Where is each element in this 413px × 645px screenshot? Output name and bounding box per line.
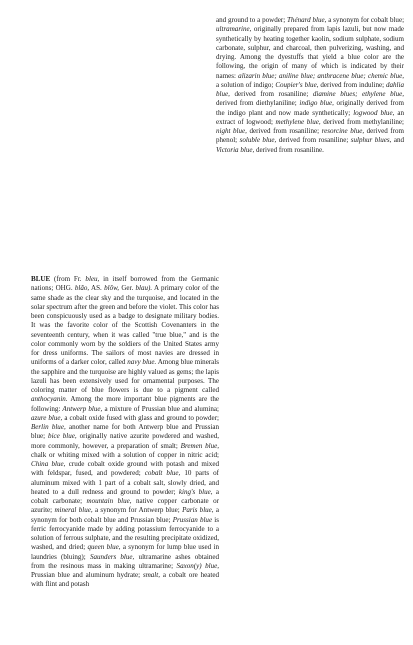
- italic-term: navy blue.: [127, 358, 157, 367]
- text-run: derived from induline;: [320, 80, 385, 89]
- italic-term: Saxon(y) blue,: [176, 561, 219, 570]
- text-run: Ger.: [121, 284, 134, 293]
- italic-term: bleu,: [85, 275, 100, 283]
- italic-term: Coupier's blue,: [275, 80, 319, 89]
- italic-term: mountain blue,: [86, 497, 132, 505]
- text-run: derived from rosaniline;: [278, 136, 349, 145]
- italic-term: indigo blue,: [299, 99, 334, 108]
- text-run: (from Fr.: [54, 275, 82, 283]
- italic-term: China blue,: [31, 460, 66, 468]
- italic-term: Berlin blue,: [31, 423, 66, 431]
- italic-term: alizarin blue; aniline blue; anthracene blue; chemic blue,: [238, 71, 404, 80]
- italic-term: mineral blue,: [54, 506, 93, 515]
- text-run: derived from diethylaniline;: [216, 99, 297, 108]
- italic-term: dahlia blue,: [216, 80, 404, 98]
- text-run: derived from phenol;: [216, 127, 404, 145]
- italic-term: Thénard blue,: [287, 16, 327, 24]
- italic-term: cobalt blue,: [144, 469, 181, 478]
- text-run: an extract of logwood;: [216, 108, 405, 126]
- text-run: a cobalt oxide fused with glass and ground to powder;: [64, 413, 219, 422]
- entry-blue: [31, 275, 219, 590]
- italic-term: Paris blue,: [182, 506, 214, 515]
- italic-term: Victoria blue,: [216, 145, 255, 154]
- italic-term: blão,: [74, 284, 90, 293]
- right-column: [216, 16, 404, 155]
- italic-term: Bremen blue,: [180, 441, 219, 450]
- text-run: native copper carbonate or azurite;: [31, 497, 219, 515]
- text-run: Among the more important blue pigments are the following:: [31, 395, 219, 413]
- text-run: a synonym for cobalt blue;: [328, 16, 405, 24]
- text-run: originally native azurite powdered and washed, more commonly, however, a preparation of smalt;: [31, 432, 219, 450]
- italic-term: blôw,: [104, 284, 120, 293]
- text-run: chalk or whiting mixed with a solution of copper in nitric acid;: [31, 450, 219, 459]
- text-run: A primary color of the same shade as the clear sky and the turquoise, and located in the solar spectrum after the green and before the violet. This color has been conspicuously used as a badge to designate military bodies. It was the favorite color of the Scottish Covenanters in the seventeenth century, when it was called "true blue," and is the color commonly worn by the soldiers of the United States army for dress uniforms. The sailors of most navies are dressed in uniforms of a darker color, called: [31, 284, 220, 367]
- italic-term: king's blue,: [178, 487, 213, 496]
- text-run: a cobalt carbonate;: [31, 487, 219, 505]
- italic-term: logwood blue,: [353, 108, 395, 117]
- text-run: AS.: [91, 284, 102, 293]
- italic-term: resorcine blue,: [321, 127, 365, 135]
- text-run: a mixture of Prussian blue and alumina;: [104, 404, 219, 413]
- left-column: [31, 275, 219, 590]
- headword: BLUE: [31, 275, 51, 283]
- italic-term: soluble blue,: [239, 136, 277, 145]
- text-run: Among blue minerals the sapphire and the turquoise are highly valued as gems; the lapis lazuli has been extensively used for ornamental purposes. The coloring matter of blue flowers is due to a pigment called: [31, 358, 220, 394]
- italic-term: diamine blues; ethylene blue,: [312, 90, 405, 98]
- italic-term: queen blue,: [87, 543, 121, 552]
- text-run: originally derived from the indigo plant and now made synthetically;: [216, 99, 405, 117]
- text-run: a cobalt ore heated with flint and potash: [31, 571, 220, 589]
- italic-term: sulphur blues,: [350, 136, 392, 145]
- text-run: originally prepared from lapis lazuli, but now made synthetically by heating together kaolin, sodium sulphate, sodium carbonate, sulphur, and charcoal, then pulverizing, washing, and drying. Among the dyestuffs that yield a blue color are the following, the origin of many of which is indicated by their names:: [216, 25, 405, 80]
- text-run: Prussian blue and aluminum hydrate;: [31, 571, 141, 579]
- text-run: a synonym for both cobalt blue and Prussian blue;: [31, 506, 220, 524]
- text-run: a synonym for Antwerp blue;: [94, 506, 180, 515]
- text-run: in itself borrowed from the Germanic nations; OHG.: [31, 275, 220, 293]
- text-run: another name for both Antwerp blue and Prussian blue;: [31, 423, 219, 441]
- text-run: derived from rosaniline.: [256, 145, 324, 154]
- italic-term: bice blue,: [48, 432, 77, 441]
- italic-term: methylene blue,: [275, 117, 321, 126]
- italic-term: smalt,: [142, 571, 160, 579]
- text-run: derived from methylaniline;: [323, 117, 405, 126]
- italic-term: Saunders blue,: [89, 552, 135, 561]
- italic-term: night blue,: [216, 127, 247, 135]
- italic-term: Prussian blue: [172, 515, 213, 524]
- italic-term: Antwerp blue,: [62, 404, 103, 413]
- text-run: crude cobalt oxide ground with potash and mixed with feldspar, fused, and powdered;: [31, 460, 219, 478]
- text-run: ultramarine ashes obtained from the resinous mass in making ultramarine;: [31, 552, 220, 570]
- paragraph-continued: [216, 16, 404, 155]
- text-run: 10 parts of aluminum mixed with 1 part of a cobalt salt, slowly dried, and heated to a dull redness and ground to powder;: [31, 469, 220, 496]
- text-run: derived from rosaniline;: [234, 90, 309, 98]
- text-run: derived from rosaniline;: [249, 127, 320, 135]
- italic-term: anthocyanin.: [31, 395, 68, 404]
- text-run: and: [393, 136, 405, 145]
- text-run: a synonym for lump blue used in laundries (bluing);: [31, 543, 219, 561]
- text-run: and ground to a powder;: [216, 16, 286, 24]
- text-run: a solution of indigo;: [216, 80, 274, 89]
- italic-term: ultramarine,: [216, 25, 252, 34]
- italic-term: azure blue,: [31, 413, 63, 422]
- italic-term: blau).: [135, 284, 153, 293]
- text-run: is ferric ferrocyanide made by adding potassium ferrocyanide to a solution of ferrous sulphate, and the resulting precipitate oxidized, washed, and dried;: [31, 515, 219, 552]
